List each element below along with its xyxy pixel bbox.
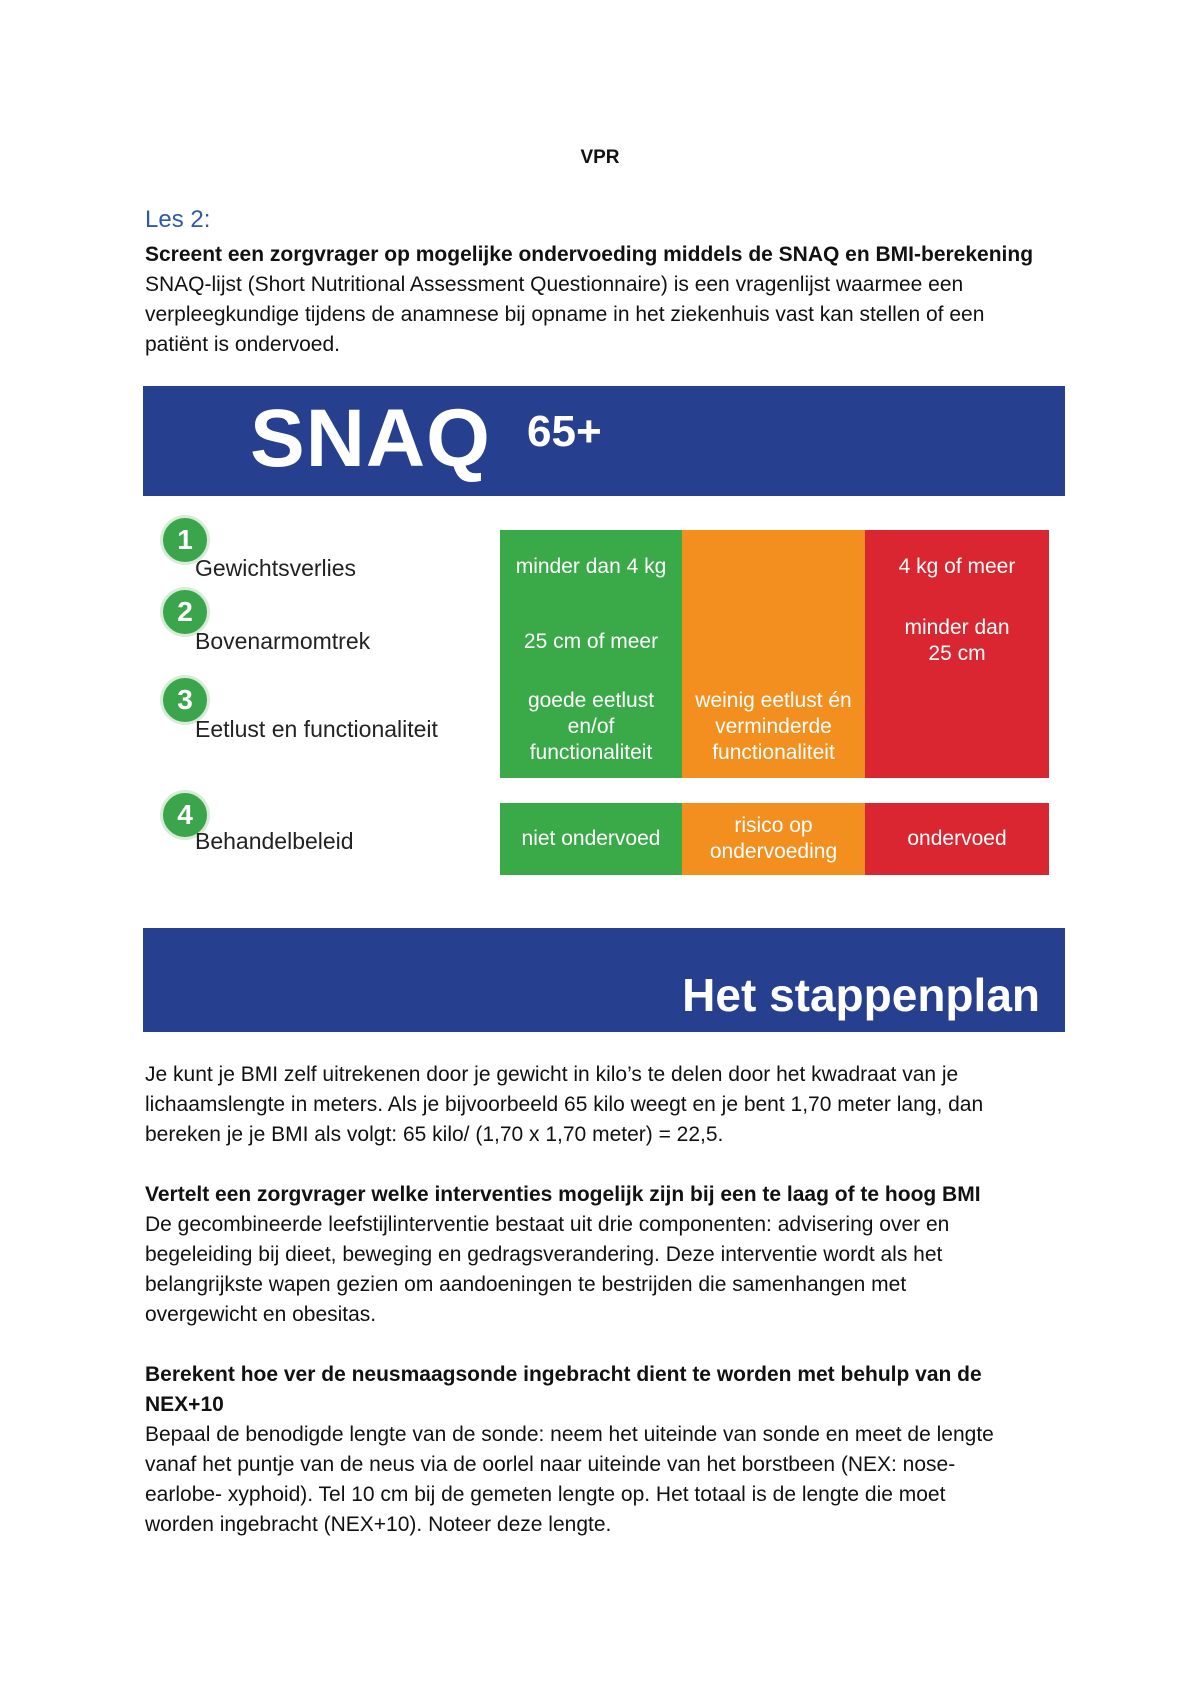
paragraph-line: lichaamslengte in meters. Als je bijvoorbeeld 65 kilo weegt en je bent 1,70 meter lang, dan (145, 1093, 984, 1116)
step-2-icon: 2 (160, 587, 210, 637)
paragraph-line: Bepaal de benodigde lengte van de sonde: neem het uiteinde van sonde en meet de lengte (145, 1423, 994, 1446)
row-label-appetite: Eetlust en functionaliteit (195, 716, 438, 742)
paragraph-line: verpleegkundige tijdens de anamnese bij opname in het ziekenhuis vast kan stellen of een (145, 303, 985, 326)
lesson-heading: Les 2: (145, 206, 211, 233)
paragraph-line: Je kunt je BMI zelf uitrekenen door je gewicht in kilo’s te delen door het kwadraat van je (145, 1063, 959, 1086)
paragraph-line: worden ingebracht (NEX+10). Noteer deze lengte. (145, 1513, 612, 1536)
red-weight-text: 4 kg of meer (898, 555, 1016, 578)
row-label-weight: Gewichtsverlies (195, 555, 357, 581)
policy-risk: risico op ondervoeding (682, 803, 865, 875)
step-1-icon: 1 (160, 515, 210, 565)
paragraph-line: De gecombineerde leefstijlinterventie bestaat uit drie componenten: advisering over en (145, 1213, 950, 1236)
step-4-icon: 4 (160, 790, 210, 840)
paragraph-line: belangrijkste wapen gezien om aandoeningen te bestrijden die samenhangen met (145, 1273, 907, 1296)
paragraph-line: begeleiding bij dieet, beweging en gedragsverandering. Deze interventie wordt als het (145, 1243, 943, 1266)
row-label-policy: Behandelbeleid (195, 828, 354, 854)
snaq-logo: SNAQ (250, 393, 491, 484)
section-heading: Screent een zorgvrager op mogelijke ondervoeding middels de SNAQ en BMI-berekening (145, 243, 1034, 266)
paragraph-line: overgewicht en obesitas. (145, 1303, 377, 1326)
row-label-arm: Bovenarmomtrek (195, 628, 371, 654)
policy-not-malnourished: niet ondervoed (500, 803, 682, 875)
section-nex (145, 1360, 1075, 1540)
section-heading: Berekent hoe ver de neusmaagsonde ingebracht dient te worden met behulp van de (145, 1363, 982, 1386)
green-appetite-text: goede eetlust en/of functionaliteit (527, 689, 655, 764)
orange-appetite-text: weinig eetlust én verminderde functionaliteit (695, 689, 852, 764)
section-heading: NEX+10 (145, 1393, 224, 1416)
green-weight-text: minder dan 4 kg (515, 555, 667, 578)
document-title: VPR (580, 147, 620, 168)
snaq-logo-superscript: 65+ (527, 407, 602, 456)
paragraph-line: patiënt is ondervoed. (145, 333, 340, 356)
green-arm-text: 25 cm of meer (523, 630, 659, 653)
step-3-icon: 3 (160, 675, 210, 725)
section-interventions (145, 1180, 1075, 1330)
section-snaq-intro (145, 240, 1075, 360)
paragraph-line: bereken je je BMI als volgt: 65 kilo/ (1,70 x 1,70 meter) = 22,5. (145, 1123, 724, 1146)
paragraph-line: vanaf het puntje van de neus via de oorlel naar uiteinde van het borstbeen (NEX: nose- (145, 1453, 956, 1476)
paragraph-line: SNAQ-lijst (Short Nutritional Assessment Questionnaire) is een vragenlijst waarmee een (145, 273, 964, 296)
section-heading: Vertelt een zorgvrager welke interventies mogelijk zijn bij een te laag of te hoog BMI (145, 1183, 981, 1206)
paragraph-line: earlobe- xyphoid). Tel 10 cm bij de gemeten lengte op. Het totaal is de lengte die moet (145, 1483, 946, 1506)
stappenplan-title: Het stappenplan (682, 969, 1040, 1021)
policy-malnourished: ondervoed (865, 803, 1049, 875)
section-bmi (145, 1060, 1075, 1150)
red-arm-text: minder dan 25 cm (904, 616, 1010, 665)
